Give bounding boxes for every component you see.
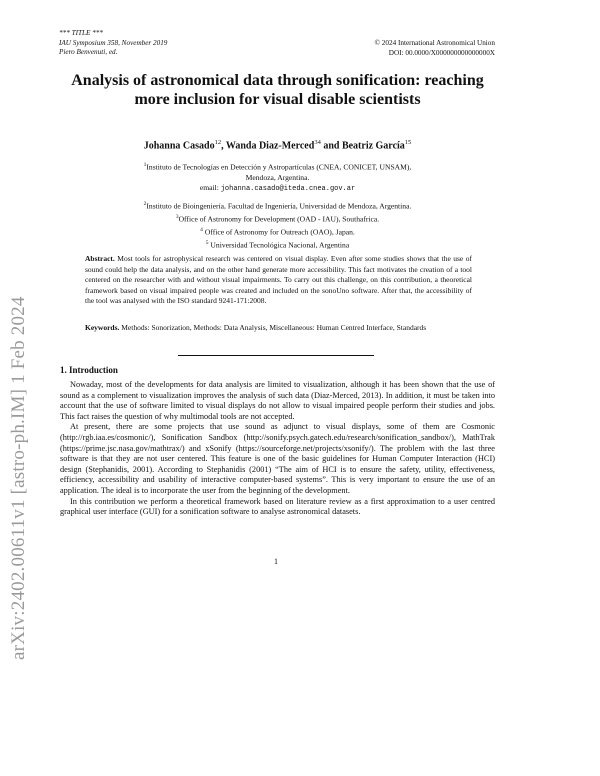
author-name: Wanda Diaz-Merced: [225, 140, 315, 152]
header-editor: Piero Benvenuti, ed.: [59, 48, 118, 56]
affiliation-line: $^2$Instituto de Bioingeniería, Facultad de Ingeniería, Universidad de Mendoza, Argentina.: [143, 201, 412, 211]
affiliation-list: [60, 160, 495, 251]
author-name: Beatriz García: [341, 140, 405, 152]
affiliation-line: Mendoza, Argentina.: [245, 172, 310, 182]
section-divider: [178, 355, 374, 356]
header-copyright: © 2024 International Astronomical Union: [374, 39, 495, 47]
header-symposium: IAU Symposium 358, November 2019: [59, 38, 168, 47]
abstract-label: Abstract.: [85, 254, 115, 263]
running-header-right: [375, 39, 495, 58]
affiliation-line: $^4$ Office of Astronomy for Outreach (OAO), Japan.: [200, 227, 355, 237]
header-doi: DOI: 00.0000/X000000000000000X: [388, 48, 495, 57]
author-affil-sup: 15: [404, 139, 412, 146]
author-affil-sup: 34: [314, 139, 321, 146]
paragraph: In this contribution we perform a theoretical framework based on literature review as a first approximation to a user centred graphical user interface (GUI) for a sonification software to analyse astronomical datasets.: [60, 496, 495, 517]
affiliation-line: $^3$Office of Astronomy for Development (OAD - IAU), Southafrica.: [175, 214, 380, 224]
affiliation-line: $^1$Instituto de Tecnologías en Detección y Astropartículas (CNEA, CONICET, UNSAM),: [143, 162, 412, 172]
running-header-left: [59, 29, 167, 58]
author-list: Johanna Casado$^{12}$, Wanda Diaz-Merced$^{34}$ and Beatriz García$^{15}$: [143, 139, 412, 152]
keywords: [85, 323, 472, 334]
affiliation-line: $^5$ Universidad Tecnológica Nacional, Argentina: [205, 239, 350, 250]
section-heading: 1. Introduction: [60, 365, 118, 375]
paragraph: At present, there are some projects that use sound as adjunct to visual displays, some of them are Cosmonic (http://rgb.iaa.es/cosmonic/), Sonification Sandbox (http://sonify.psych.gatech.edu/research/sonification_sandbox/), MathTrak (https://prime.jsc.nasa.gov/mathtrax/) and xSonify (https://sourceforge.net/projects/xsonify/). The problem with the last three software is that they are not user centered. This feature is one of the basic guidelines for Human Computer Interaction (HCI) design (Stephanidis, 2001). According to Stephanidis (2001) “The aim of HCI is to ensure the safety, utility, effectiveness, efficiency, accessibility and usability of interactive computer-based systems”. This is very important to ensure the use of an application. The ideal is to incorporate the user from the beginning of the development.: [60, 422, 495, 495]
email-address: johanna.casado@iteda.cnea.gov.ar: [220, 185, 356, 194]
paragraph: Nowaday, most of the developments for data analysis are limited to visualization, although it has been shown that the use of sound as a complement to visualization improves the analysis of such data (Diaz-Merced, 2013). In addition, it must be taken into account that the use of software limited to visual displays do not allow to visual impaired people perform their studies and jobs. This fact raises the question of why multimodal tools are not accepted.: [60, 380, 495, 421]
abstract-text: Most tools for astrophysical research was centered on visual display. Even after some studies shows that the use of sound could help the data analysis, and on the other hand generate more accessibility. This fact motivates the creation of a tool centered on the researcher with and without visual impairments. To carry out this challenge, on this contribution, a theoretical framework based on visual impaired people was created and included on the sonoUno software. After that, the accessibility of the tool was analysed with the ISO standard 9241-171:2008.: [85, 254, 472, 305]
author-affil-sup: 12: [214, 139, 222, 146]
abstract: [85, 254, 472, 307]
header-title-line: *** TITLE ***: [59, 29, 103, 37]
paper-title: Analysis of astronomical data through sonification: reaching more inclusion for visual disable scientists: [71, 72, 484, 108]
keywords-text: Methods: Sonorization, Methods: Data Analysis, Miscellaneous: Human Centred Interface, Standards: [121, 323, 427, 332]
arxiv-stamp: arXiv:2402.00611v1 [astro-ph.IM] 1 Feb 2024: [8, 296, 29, 660]
keywords-label: Keywords.: [85, 323, 120, 332]
affiliation-email: email: johanna.casado@iteda.cnea.gov.ar: [199, 183, 356, 194]
page-number: 1: [274, 557, 278, 566]
author-name: Johanna Casado: [143, 140, 215, 152]
body-text: [60, 380, 495, 518]
